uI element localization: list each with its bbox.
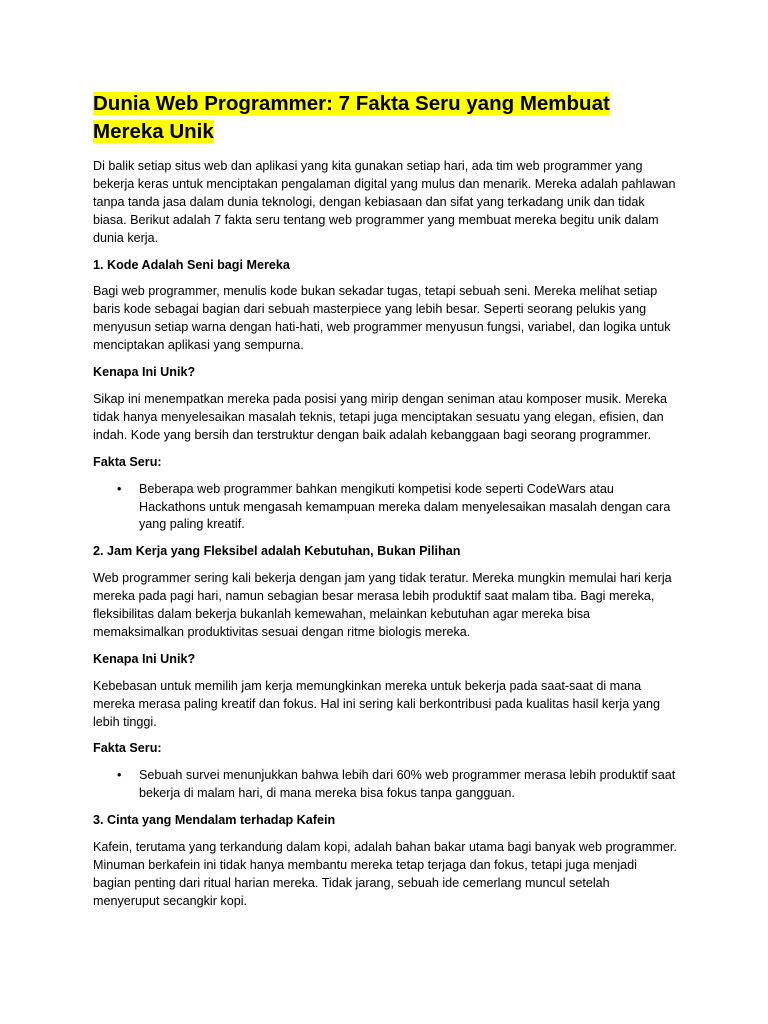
section-1-body: Bagi web programmer, menulis kode bukan sekadar tugas, tetapi sebuah seni. Mereka melihat setiap baris kode sebagai bagian dari sebuah masterpiece yang lebih besar. Seperti seorang pelukis yang menyusun setiap warna dengan hati-hati, web programmer menyusun fungsi, variabel, dan logika untuk menciptakan aplikasi yang sempurna. [93, 284, 671, 353]
bullet-icon: • [117, 481, 122, 496]
list-item-text: Sebuah survei menunjukkan bahwa lebih dari 60% web programmer merasa lebih produktif saat bekerja di malam hari, di mana mereka bisa fokus tanpa gangguan. [139, 768, 676, 801]
section-1-fact-heading: Fakta Seru: [93, 454, 162, 469]
section-3-heading: 3. Cinta yang Mendalam terhadap Kafein [93, 813, 336, 828]
section-1-why-heading: Kenapa Ini Unik? [93, 365, 196, 380]
title-highlight: Dunia Web Programmer: 7 Fakta Seru yang Membuat Mereka Unik [93, 92, 610, 143]
document-title [93, 90, 678, 146]
section-2-fact-list [93, 767, 678, 803]
section-1-heading: 1. Kode Adalah Seni bagi Mereka [93, 257, 290, 272]
list-item [117, 767, 678, 803]
bullet-icon: • [117, 768, 122, 783]
list-item [117, 481, 678, 535]
intro-paragraph: Di balik setiap situs web dan aplikasi yang kita gunakan setiap hari, ada tim web programmer yang bekerja keras untuk menciptakan pengalaman digital yang mulus dan menarik. Mereka adalah pahlawan tanpa tanda jasa dalam dunia teknologi, dengan kebiasaan dan sifat yang terkadang unik dan tidak biasa. Berikut adalah 7 fakta seru tentang web programmer yang membuat mereka begitu unik dalam dunia kerja. [93, 159, 676, 245]
section-1-why-body: Sikap ini menempatkan mereka pada posisi yang mirip dengan seniman atau komposer musik. Mereka tidak hanya menyelesaikan masalah teknis, tetapi juga menciptakan sesuatu yang elegan, efisien, dan indah. Kode yang bersih dan terstruktur dengan baik adalah kebanggaan bagi seorang programmer. [93, 391, 668, 442]
section-1-fact-list [93, 481, 678, 535]
list-item-text: Beberapa web programmer bahkan mengikuti kompetisi kode seperti CodeWars atau Hackathons untuk mengasah kemampuan mereka dalam menyelesaikan masalah dengan cara yang paling kreatif. [139, 481, 671, 532]
section-2-heading: 2. Jam Kerja yang Fleksibel adalah Kebutuhan, Bukan Pilihan [93, 544, 461, 559]
section-2-fact-heading: Fakta Seru: [93, 741, 162, 756]
section-2-why-body: Kebebasan untuk memilih jam kerja memungkinkan mereka untuk bekerja pada saat-saat di mana mereka merasa paling kreatif dan fokus. Hal ini sering kali berkontribusi pada kualitas hasil kerja yang lebih tinggi. [93, 678, 661, 729]
section-3-body: Kafein, terutama yang terkandung dalam kopi, adalah bahan bakar utama bagi banyak web programmer. Minuman berkafein ini tidak hanya membantu mereka tetap terjaga dan fokus, tetapi juga menjadi bagian penting dari ritual harian mereka. Tidak jarang, sebuah ide cemerlang muncul setelah menyeruput secangkir kopi. [93, 840, 677, 908]
section-2-body: Web programmer sering kali bekerja dengan jam yang tidak teratur. Mereka mungkin memulai hari kerja mereka pada pagi hari, namun sebagian besar merasa lebih produktif saat malam tiba. Bagi mereka, fleksibilitas dalam bekerja bukanlah kemewahan, melainkan kebutuhan agar mereka bisa memaksimalkan produktivitas sesuai dengan ritme biologis mereka. [93, 571, 672, 639]
section-2-why-heading: Kenapa Ini Unik? [93, 651, 196, 666]
document-page [93, 90, 678, 920]
